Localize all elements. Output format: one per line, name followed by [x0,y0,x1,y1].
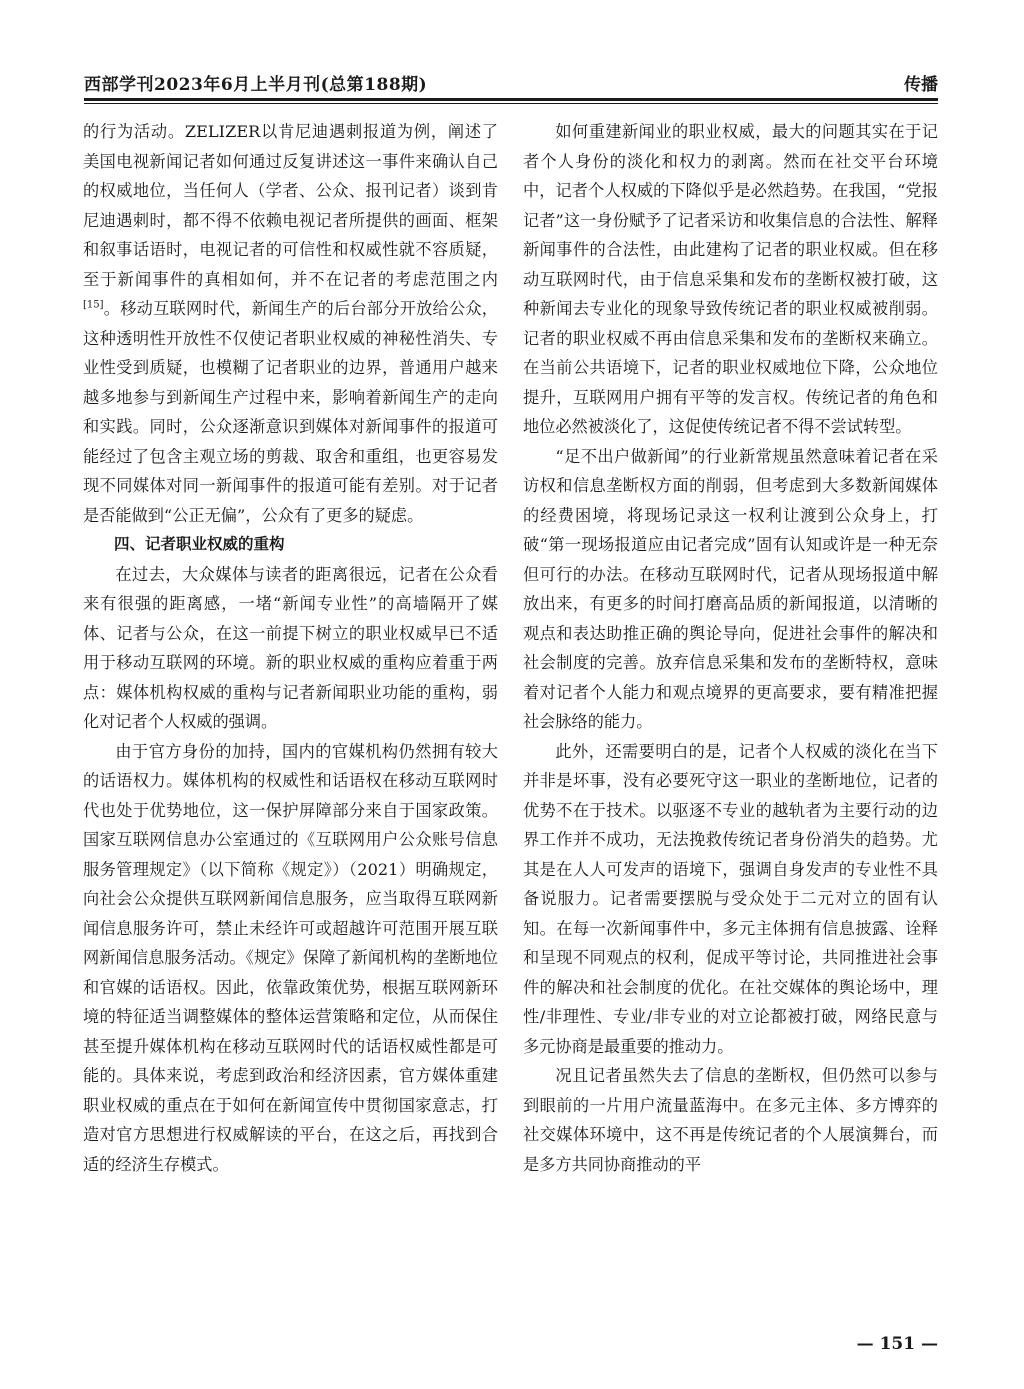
journal-title: 西部学刊2023年6月上半月刊(总第188期) [84,75,428,95]
citation-ref: [15] [83,299,104,311]
left-column [83,117,498,1179]
paragraph-text: 的行为活动。ZELIZER以肯尼迪遇刺报道为例，阐述了美国电视新闻记者如何通过反复讲述这一事件来确认自己的权威地位，当任何人（学者、公众、报刊记者）谈到肯尼迪遇刺时，都不得不依赖电视记者所提供的画面、框架和叙事话语时，电视记者的可信性和权威性就不容质疑，至于新闻事件的真相如何，并不在记者的考虑范围之内 [83,122,498,289]
section-heading: 四、记者职业权威的重构 [114,535,285,553]
paragraph: 况且记者虽然失去了信息的垄断权，但仍然可以参与到眼前的一片用户流量蓝海中。在多元主体、多方博弈的社交媒体环境中，这不再是传统记者的个人展演舞台，而是多方共同协商推动的平 [523,1066,938,1174]
paragraph: “足不出户做新闻”的行业新常规虽然意味着记者在采访权和信息垄断权方面的削弱，但考虑到大多数新闻媒体的经费困境，将现场记录这一权利让渡到公众身上，打破“第一现场报道应由记者完成”固有认知或许是一种无奈但可行的办法。在移动互联网时代，记者从现场报道中解放出来，有更多的时间打磨高品质的新闻报道，以清晰的观点和表达助推正确的舆论导向，促进社会事件的解决和社会制度的完善。放弃信息采集和发布的垄断特权，意味着对记者个人能力和观点境界的更高要求，要有精准把握社会脉络的能力。 [523,446,938,731]
right-column [523,117,938,1179]
page-number: — 151 — [856,1334,938,1354]
header-rule-thick [84,98,938,101]
paragraph [83,117,498,530]
paragraph: 由于官方身份的加持，国内的官媒机构仍然拥有较大的话语权力。媒体机构的权威性和话语权在移动互联网时代也处于优势地位，这一保护屏障部分来自于国家政策。国家互联网信息办公室通过的《互联网用户公众账号信息服务管理规定》（以下简称《规定》）（2021）明确规定，向社会公众提供互联网新闻信息服务，应当取得互联网新闻信息服务许可，禁止未经许可或超越许可范围开展互联网新闻信息服务活动。《规定》保障了新闻机构的垄断地位和官媒的话语权。因此，依靠政策优势，根据互联网新环境的特征适当调整媒体的整体运营策略和定位，从而保住甚至提升媒体机构在移动互联网时代的话语权威性都是可能的。具体来说，考虑到政治和经济因素，官方媒体重建职业权威的重点在于如何在新闻宣传中贯彻国家意志，打造对官方思想进行权威解读的平台，在这之后，再找到合适的经济生存模式。 [83,741,498,1174]
section-name: 传播 [904,75,938,95]
paragraph: 如何重建新闻业的职业权威，最大的问题其实在于记者个人身份的淡化和权力的剥离。然而在社交平台环境中，记者个人权威的下降似乎是必然趋势。在我国，“党报记者”这一身份赋予了记者采访和收集信息的合法性、解释新闻事件的合法性，由此建构了记者的职业权威。但在移动互联网时代，由于信息采集和发布的垄断权被打破，这种新闻去专业化的现象导致传统记者的职业权威被削弱。记者的职业权威不再由信息采集和发布的垄断权来确立。在当前公共语境下，记者的职业权威地位下降，公众地位提升，互联网用户拥有平等的发言权。传统记者的角色和地位必然被淡化了，这促使传统记者不得不尝试转型。 [523,122,938,436]
paragraph: 在过去，大众媒体与读者的距离很远，记者在公众看来有很强的距离感，一堵“新闻专业性”的高墙隔开了媒体、记者与公众，在这一前提下树立的职业权威早已不适用于移动互联网的环境。新的职业权威的重构应着重于两点：媒体机构权威的重构与记者新闻职业功能的重构，弱化对记者个人权威的强调。 [83,564,498,731]
paragraph: 此外，还需要明白的是，记者个人权威的淡化在当下并非是坏事，没有必要死守这一职业的垄断地位，记者的优势不在于技术。以驱逐不专业的越轨者为主要行动的边界工作并不成功，无法挽救传统记者身份消失的趋势。尤其是在人人可发声的语境下，强调自身发声的专业性不具备说服力。记者需要摆脱与受众处于二元对立的固有认知。在每一次新闻事件中，多元主体拥有信息披露、诠释和呈现不同观点的权利，促成平等讨论，共同推进社会事件的解决和社会制度的优化。在社交媒体的舆论场中，理性/非理性、专业/非专业的对立论都被打破，网络民意与多元协商是最重要的推动力。 [523,741,938,1056]
paragraph-text: 。移动互联网时代，新闻生产的后台部分开放给公众，这种透明性开放性不仅使记者职业权威的神秘性消失、专业性受到质疑，也模糊了记者职业的边界，普通用户越来越多地参与到新闻生产过程中来，影响着新闻生产的走向和实践。同时，公众逐渐意识到媒体对新闻事件的报道可能经过了包含主观立场的剪裁、取舍和重组，也更容易发现不同媒体对同一新闻事件的报道可能有差别。对于记者是否能做到“公正无偏”，公众有了更多的疑虑。 [83,299,498,525]
header-rule-thin [84,103,938,104]
running-header [84,70,938,100]
